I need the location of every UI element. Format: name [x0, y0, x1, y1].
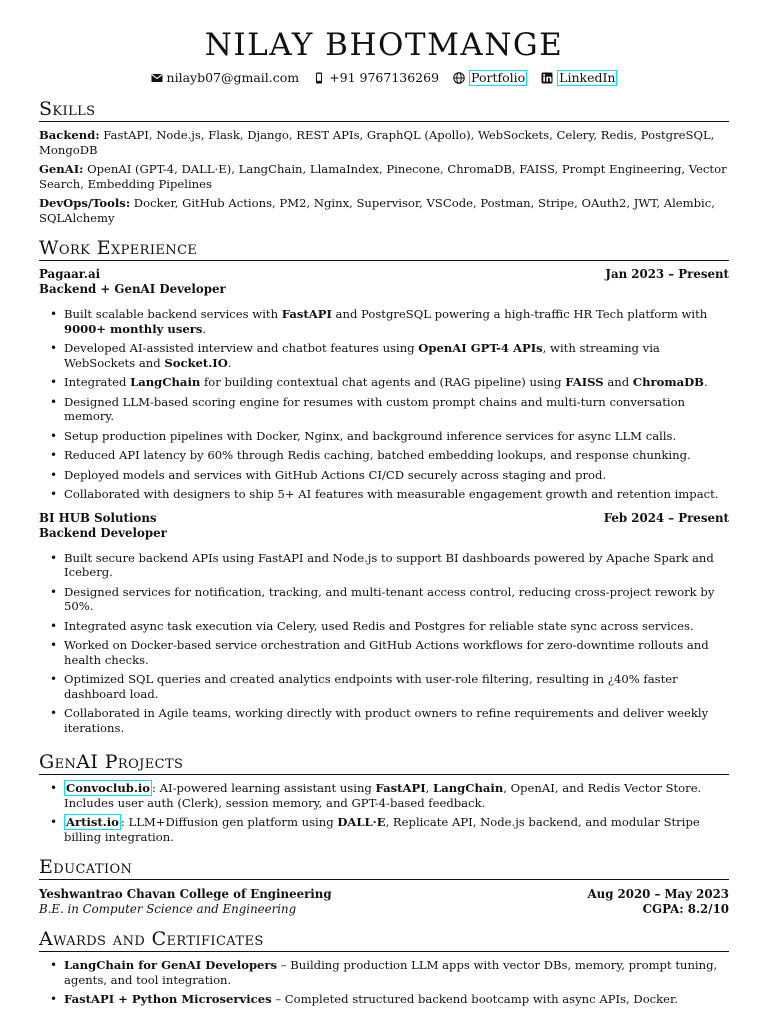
degree-row	[39, 902, 729, 917]
text-segment: Built secure backend APIs using FastAPI and Node.js to support BI dashboards powered by Apache Spark and Iceberg.	[64, 550, 714, 579]
skill-row	[39, 196, 729, 225]
bold-text: OpenAI GPT-4 APIs	[418, 341, 543, 355]
work-heading: Work Experience	[39, 237, 729, 261]
list-item	[39, 706, 729, 735]
linkedin-contact[interactable]	[541, 70, 617, 86]
text-segment: and	[603, 375, 633, 389]
list-item	[39, 781, 729, 810]
list-item	[39, 672, 729, 701]
skill-row	[39, 162, 729, 191]
list-item	[39, 468, 729, 483]
degree-name: B.E. in Computer Science and Engineering	[39, 902, 297, 916]
cgpa: CGPA: 8.2/10	[642, 902, 729, 916]
bold-text: FastAPI	[375, 781, 426, 795]
phone-icon	[313, 72, 325, 84]
bold-text: LangChain	[130, 375, 201, 389]
linkedin-link[interactable]: LinkedIn	[559, 70, 616, 85]
bold-text: FastAPI + Python Microservices	[64, 992, 272, 1006]
skill-text: FastAPI, Node.js, Flask, Django, REST APIs, GraphQL (Apollo), WebSockets, Celery, Redis, PostgreSQL, MongoDB	[39, 128, 715, 157]
bold-text: LangChain for GenAI Developers	[64, 958, 278, 972]
job-bullets	[39, 307, 729, 502]
text-segment: .	[202, 321, 207, 336]
list-item	[39, 307, 729, 336]
candidate-name: NILAY BHOTMANGE	[204, 27, 564, 63]
awards-list	[39, 958, 729, 1007]
text-segment: Reduced API latency by 60% through Redis caching, batched embedding lookups, and response chunking.	[64, 448, 691, 462]
job-header	[39, 511, 729, 526]
job-header	[39, 267, 729, 282]
job-dates: Feb 2024 – Present	[603, 510, 729, 525]
phone-text: +91 9767136269	[329, 69, 440, 85]
text-segment: ,	[425, 781, 434, 795]
email-text: nilayb07@gmail.com	[166, 69, 300, 85]
awards-heading: Awards and Certificates	[39, 928, 729, 952]
text-segment: .	[227, 355, 232, 370]
job-bullets	[39, 551, 729, 736]
text-segment: Collaborated in Agile teams, working directly with product owners to refine requirements and deliver weekly iterations.	[64, 706, 709, 735]
text-segment: – Building production LLM apps with vector DBs, memory, prompt tuning, agents, and tool integration.	[64, 958, 718, 987]
list-item	[39, 551, 729, 580]
project-list	[39, 781, 729, 844]
project-link[interactable]: Artist.io	[66, 815, 119, 829]
text-segment: Setup production pipelines with Docker, Nginx, and background inference services for async LLM calls.	[64, 428, 677, 443]
portfolio-contact[interactable]	[453, 70, 527, 86]
company-name: Pagaar.ai	[39, 267, 101, 281]
phone-contact[interactable]	[313, 71, 439, 86]
text-segment: Built scalable backend services with	[64, 307, 282, 321]
skill-label: Backend:	[39, 128, 100, 142]
text-segment: for building contextual chat agents and (RAG pipeline) using	[200, 375, 566, 389]
list-item	[39, 992, 729, 1007]
bold-text: 9000+ monthly users	[64, 321, 203, 336]
school-name: Yeshwantrao Chavan College of Engineering	[39, 887, 332, 901]
text-segment: , Replicate API, Node.js backend, and modular Stripe billing integration.	[64, 815, 700, 844]
list-item	[39, 585, 729, 614]
company-name: BI HUB Solutions	[39, 510, 157, 525]
projects-heading: GenAI Projects	[39, 751, 729, 775]
job-role-row	[39, 282, 729, 297]
list-item	[39, 448, 729, 463]
text-segment: Developed AI-assisted interview and chatbot features using	[64, 341, 419, 355]
education-entry	[39, 887, 729, 917]
job-pagaar	[39, 267, 729, 502]
text-segment: : AI-powered learning assistant using	[152, 781, 376, 795]
skill-text: Docker, GitHub Actions, PM2, Nginx, Supervisor, VSCode, Postman, Stripe, OAuth2, JWT, Alembic, SQLAlchemy	[39, 196, 715, 225]
skill-label: DevOps/Tools:	[39, 196, 131, 210]
skills-heading: Skills	[39, 98, 729, 122]
bold-text: Socket.IO	[164, 355, 228, 370]
list-item	[39, 638, 729, 667]
job-role-row	[39, 526, 729, 541]
skill-label: GenAI:	[39, 162, 84, 176]
text-segment: Optimized SQL queries and created analytics endpoints with user-role filtering, resulting in ¿40% faster dashboard load.	[64, 672, 678, 701]
text-segment: Deployed models and services with GitHub Actions CI/CD securely across staging and prod.	[64, 467, 607, 482]
list-item	[39, 395, 729, 424]
job-role: Backend Developer	[39, 525, 167, 540]
list-item	[39, 958, 729, 987]
project-link[interactable]: Convoclub.io	[66, 781, 151, 795]
text-segment: and PostgreSQL powering a high-traffic HR Tech platform with	[331, 307, 708, 321]
text-segment: , OpenAI, and Redis Vector Store. Includes user auth (Clerk), session memory, and GPT-4-based feedback.	[64, 781, 702, 810]
email-contact[interactable]	[151, 71, 300, 86]
text-segment: Integrated async task execution via Celery, used Redis and Postgres for reliable state sync across services.	[64, 618, 694, 633]
text-segment: Collaborated with designers to ship 5+ AI features with measurable engagement growth and retention impact.	[64, 487, 719, 501]
list-item	[39, 429, 729, 444]
bold-text: FAISS	[565, 375, 604, 389]
list-item	[39, 375, 729, 390]
job-bihub	[39, 511, 729, 736]
text-segment: Designed LLM-based scoring engine for resumes with custom prompt chains and multi-turn conversation memory.	[64, 394, 686, 423]
bold-text: DALL·E	[337, 815, 386, 829]
portfolio-link[interactable]: Portfolio	[471, 70, 526, 85]
skill-row	[39, 128, 729, 157]
text-segment: – Completed structured backend bootcamp with async APIs, Docker.	[271, 992, 679, 1006]
education-heading: Education	[39, 856, 729, 880]
bold-text: FastAPI	[281, 307, 332, 321]
envelope-icon	[151, 72, 163, 84]
text-segment: Designed services for notification, tracking, and multi-tenant access control, reducing cross-project rework by 50%.	[64, 584, 715, 613]
list-item	[39, 815, 729, 844]
school-row	[39, 887, 729, 902]
skill-text: OpenAI (GPT-4, DALL·E), LangChain, LlamaIndex, Pinecone, ChromaDB, FAISS, Prompt Engineering, Vector Search, Embedding Pipelines	[39, 162, 727, 191]
list-item	[39, 341, 729, 370]
education-dates: Aug 2020 – May 2023	[587, 887, 729, 901]
text-segment: , with streaming via WebSockets and	[64, 341, 660, 370]
bold-text: LangChain	[433, 781, 504, 795]
text-segment: : LLM+Diffusion gen platform using	[120, 815, 338, 829]
bold-text: ChromaDB	[632, 375, 704, 389]
globe-icon	[453, 72, 465, 84]
linkedin-icon	[541, 72, 553, 84]
skills-section	[39, 128, 729, 225]
job-role: Backend + GenAI Developer	[39, 282, 226, 296]
text-segment: .	[703, 375, 708, 389]
list-item	[39, 619, 729, 634]
list-item	[39, 487, 729, 502]
text-segment: Integrated	[64, 375, 131, 389]
job-dates: Jan 2023 – Present	[605, 267, 729, 281]
text-segment: Worked on Docker-based service orchestration and GitHub Actions workflows for zero-downtime rollouts and health checks.	[64, 638, 709, 667]
contact-bar	[39, 70, 729, 86]
